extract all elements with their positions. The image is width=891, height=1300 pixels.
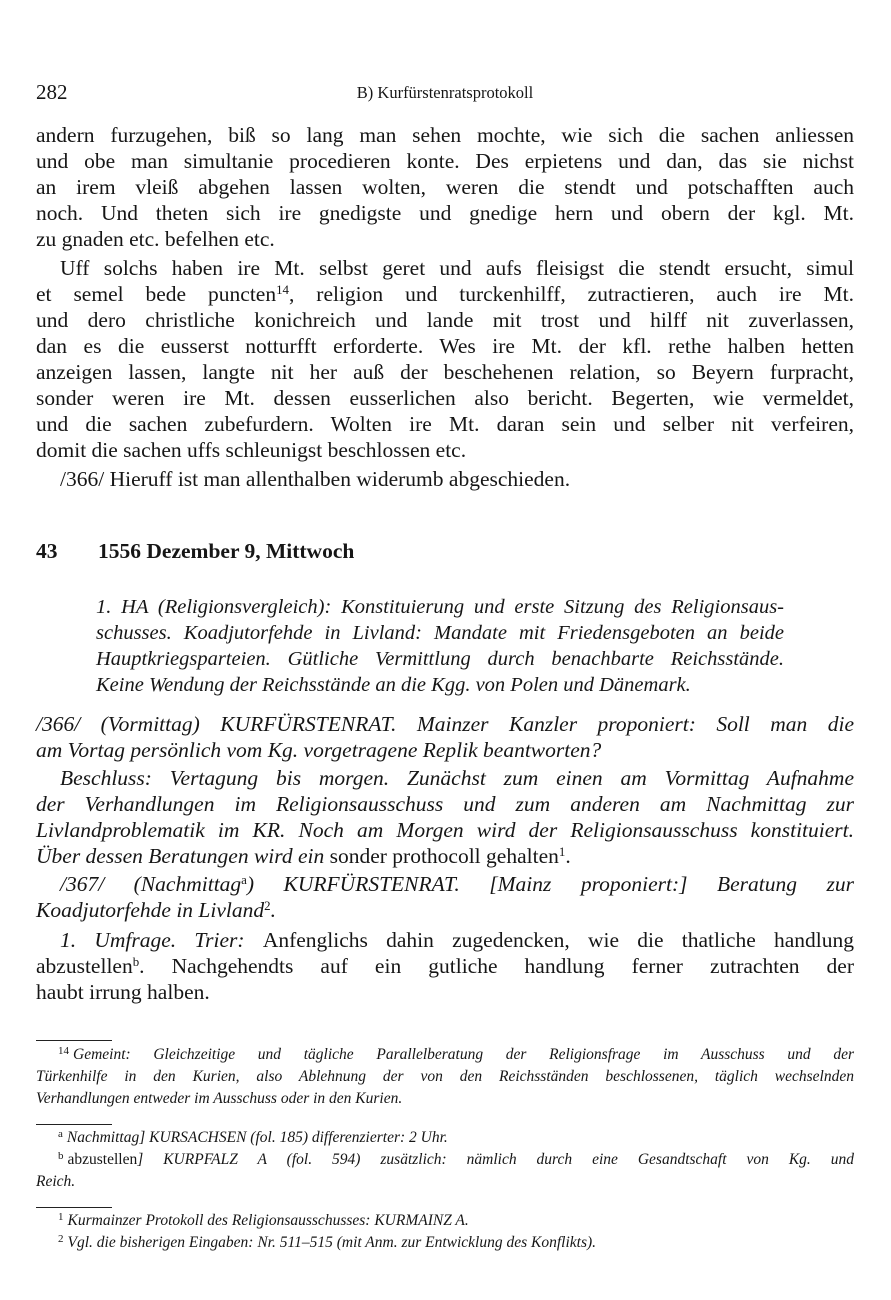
footnote-line: Türkenhilfe in den Kurien, also Ablehnung der von den Reichsständen beschlossenen, täglich wechselnden <box>36 1068 854 1085</box>
footnote-ref: a <box>241 872 247 887</box>
body-line: sonder weren ire Mt. dessen eusserlichen also bericht. Begerten, wie vermeldet, <box>36 386 854 410</box>
footnote-ref: 14 <box>276 282 289 297</box>
session-line: Livlandproblematik im KR. Noch am Morgen wird der Religionsausschuss konstituiert. <box>36 818 854 842</box>
body-line: zu gnaden etc. befelhen etc. <box>36 227 275 251</box>
page-header <box>36 80 854 106</box>
summary-line: 1. HA (Religionsvergleich): Konstituierung und erste Sitzung des Religionsaus- <box>96 596 784 618</box>
body-line: und obe man simultanie procedieren konte. Des erpietens und dan, das sie nichst <box>36 149 854 173</box>
footnote-ref: 2 <box>264 898 271 913</box>
footnote-rule <box>36 1124 112 1125</box>
footnote-line: $^{14}$ Gemeint: Gleichzeitige und tägliche Parallelberatung der Religionsfrage im Ausschuss und der <box>58 1045 854 1063</box>
summary-line: Hauptkriegsparteien. Gütliche Vermittlung durch benachbarte Reichsstände. <box>96 648 784 670</box>
session-line: haubt irrung halben. <box>36 980 210 1004</box>
body-line: andern furzugehen, biß so lang man sehen mochte, wie sich die sachen anliessen <box>36 123 854 147</box>
body-line: und dero christliche konichreich und lande mit trost und hilff nit zuverlassen, <box>36 308 854 332</box>
body-line: domit die sachen uffs schleunigst beschlossen etc. <box>36 438 467 462</box>
body-line: et semel bede puncten$^{14}$, religion und turckenhilff, zutractieren, auch ire Mt. <box>36 282 854 306</box>
session-line: 1. Umfrage. Trier: Anfenglichs dahin zugedencken, wie die thatliche handlung <box>60 928 854 952</box>
body-line: dan es die eusserst notturfft erforderte. Wes ire Mt. der kfl. rethe halben hetten <box>36 334 854 358</box>
session-line: /366/ (Vormittag) KURFÜRSTENRAT. Mainzer Kanzler proponiert: Soll man die <box>36 712 854 736</box>
body-line: /366/ Hieruff ist man allenthalben widerumb abgeschieden. <box>60 467 571 491</box>
footnote-rule <box>36 1207 112 1208</box>
entry-title: 1556 Dezember 9, Mittwoch <box>98 539 355 563</box>
body-line: und die sachen zubefurdern. Wolten ire Mt. daran sein und selber nit verfeiren, <box>36 412 854 436</box>
body-line: noch. Und theten sich ire gnedigste und gnedige hern und obern der kgl. Mt. <box>36 201 854 225</box>
footnote-line: Reich. <box>36 1173 76 1190</box>
footnote-ref: b <box>132 954 140 969</box>
footnote-line: Verhandlungen entweder im Ausschuss oder in den Kurien. <box>36 1090 403 1107</box>
footnote-line: $^a$ Nachmittag] KURSACHSEN (fol. 185) differenzierter: 2 Uhr. <box>58 1128 448 1146</box>
session-line: /367/ (Nachmittag$^a$) KURFÜRSTENRAT. [Mainz proponiert:] Beratung zur <box>60 872 854 896</box>
body-line: anzeigen lassen, langte nit her auß der beschehenen relation, so Beyern furpracht, <box>36 360 854 384</box>
session-line: Beschluss: Vertagung bis morgen. Zunächst zum einen am Vormittag Aufnahme <box>60 766 854 790</box>
summary-line: schusses. Koadjutorfehde in Livland: Mandate mit Friedensgeboten an beide <box>96 622 784 644</box>
body-line: an irem vleiß abgehen lassen wolten, weren die stendt und potschafften auch <box>36 175 854 199</box>
page-number: 282 <box>36 80 68 104</box>
entry-number: 43 <box>36 539 58 563</box>
body-line: Uff solchs haben ire Mt. selbst geret und aufs fleisigst die stendt ersucht, simul <box>60 256 854 280</box>
footnote-line: $^b$ abzustellen] KURPFALZ A (fol. 594) zusätzlich: nämlich durch eine Gesandtschaft von Kg. und <box>58 1150 854 1168</box>
footnote-line: $^1$ Kurmainzer Protokoll des Religionsausschusses: KURMAINZ A. <box>58 1211 469 1229</box>
session-line: Über dessen Beratungen wird ein sonder prothocoll gehalten$^1$. <box>36 844 571 868</box>
running-title: B) Kurfürstenratsprotokoll <box>356 83 534 102</box>
session-line: der Verhandlungen im Religionsausschuss und zum anderen am Nachmittag zur <box>36 792 854 816</box>
footnote-line: $^2$ Vgl. die bisherigen Eingaben: Nr. 511–515 (mit Anm. zur Entwicklung des Konflikts). <box>58 1233 597 1251</box>
session-line: am Vortag persönlich vom Kg. vorgetragene Replik beantworten? <box>36 738 602 762</box>
footnote-ref: 1 <box>558 844 566 859</box>
summary-line: Keine Wendung der Reichsstände an die Kgg. von Polen und Dänemark. <box>96 674 691 696</box>
footnote-rule <box>36 1040 112 1041</box>
session-line: Koadjutorfehde in Livland$^2$. <box>36 898 276 922</box>
session-line: abzustellen$^b$. Nachgehendts auf ein gutliche handlung ferner zutrachten der <box>36 954 854 978</box>
